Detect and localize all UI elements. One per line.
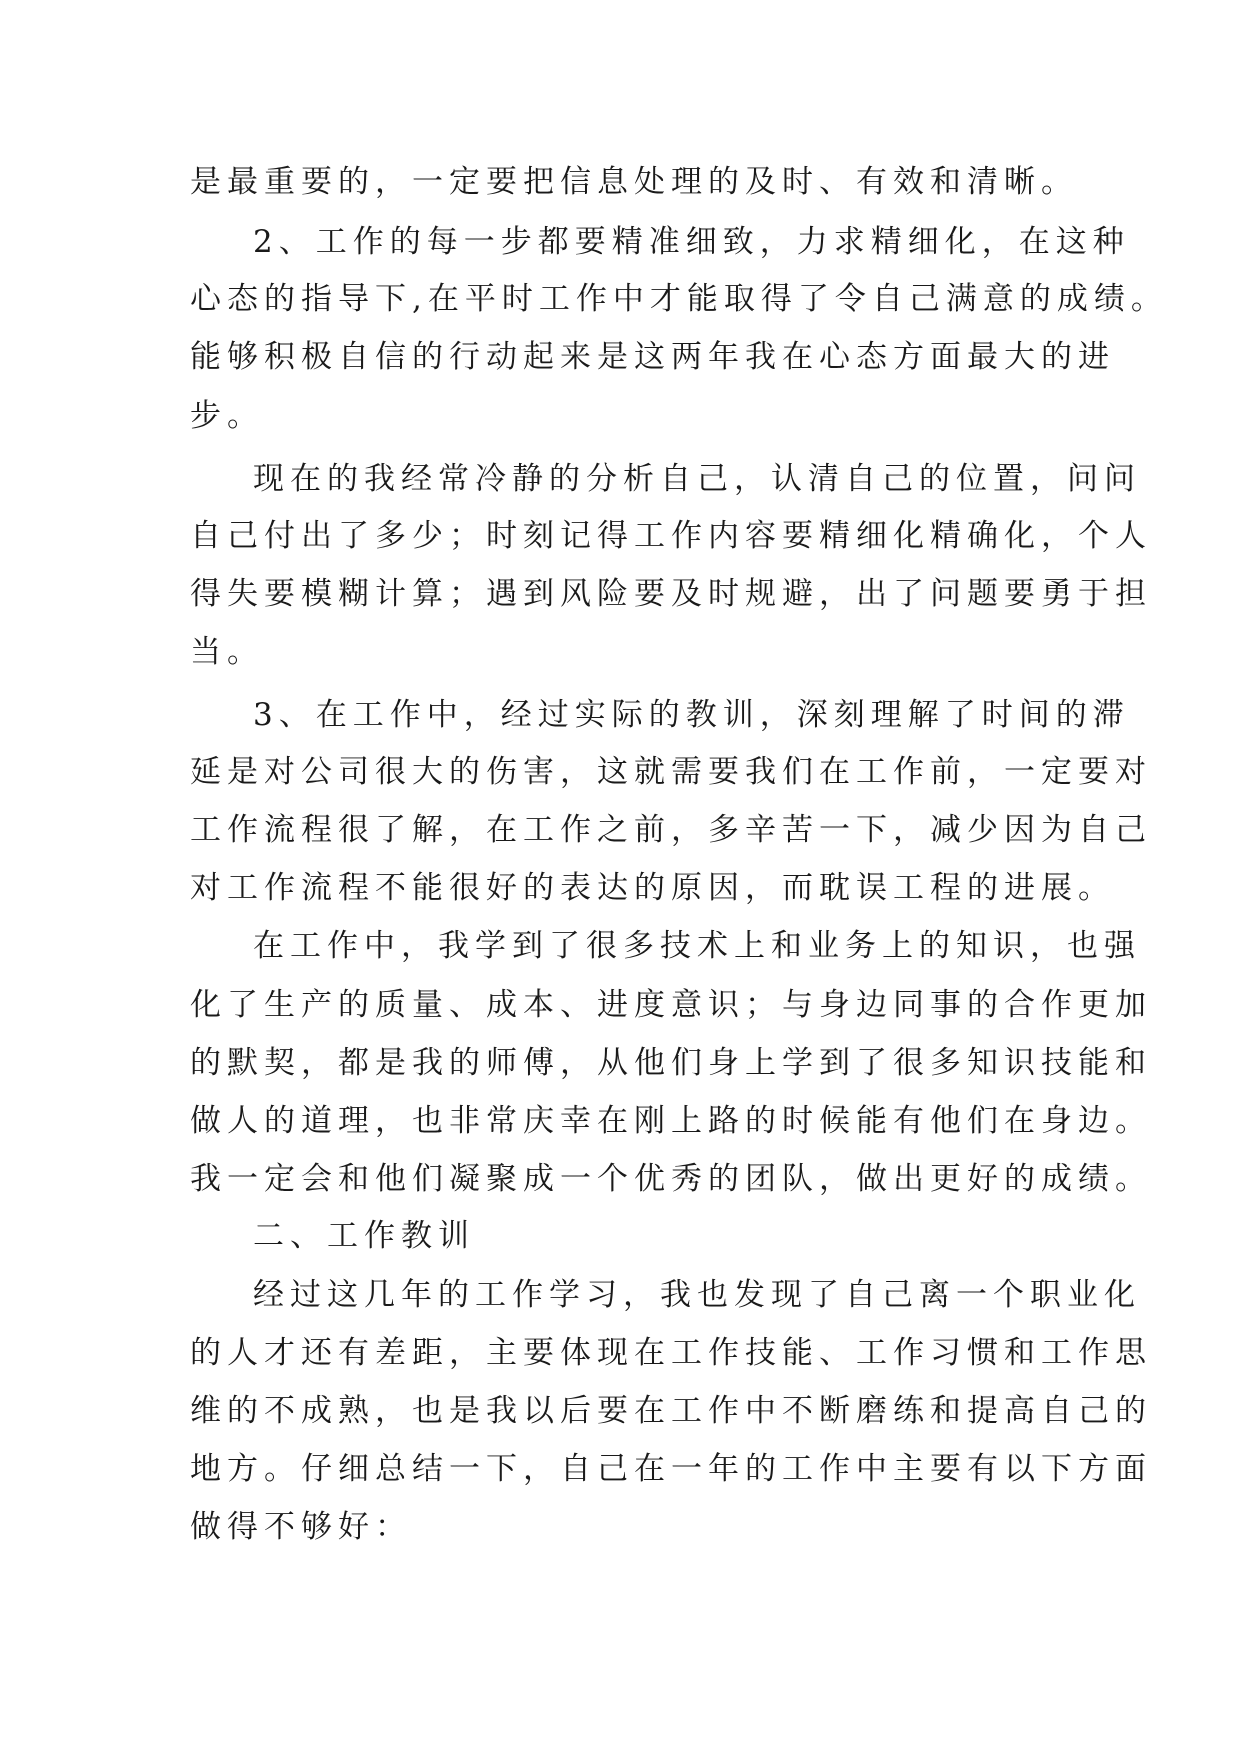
text-line: 的默契，都是我的师傅，从他们身上学到了很多知识技能和 — [190, 1045, 1152, 1081]
text-line: 地方。仔细总结一下，自己在一年的工作中主要有以下方面 — [190, 1451, 1152, 1487]
text-line: 自己付出了多少；时刻记得工作内容要精细化精确化，个人 — [190, 518, 1152, 554]
text-line: 的人才还有差距，主要体现在工作技能、工作习惯和工作思 — [190, 1335, 1152, 1371]
text-line: 2、工作的每一步都要精准细致，力求精细化，在这种 — [253, 224, 1130, 260]
text-line: 工作流程很了解，在工作之前，多辛苦一下，减少因为自己 — [190, 812, 1152, 848]
text-line: 延是对公司很大的伤害，这就需要我们在工作前，一定要对 — [190, 754, 1152, 790]
text-line: 化了生产的质量、成本、进度意识；与身边同事的合作更加 — [190, 987, 1152, 1023]
text-line: 当。 — [190, 634, 264, 670]
text-line: 现在的我经常冷静的分析自己，认清自己的位置，问问 — [253, 461, 1141, 497]
text-line: 在工作中，我学到了很多技术上和业务上的知识，也强 — [253, 928, 1141, 964]
text-line: 3、在工作中，经过实际的教训，深刻理解了时间的滞 — [253, 697, 1130, 733]
text-line: 对工作流程不能很好的表达的原因，而耽误工程的进展。 — [190, 870, 1115, 906]
text-line: 经过这几年的工作学习，我也发现了自己离一个职业化 — [253, 1277, 1141, 1313]
text-line: 是最重要的，一定要把信息处理的及时、有效和清晰。 — [190, 164, 1078, 200]
text-line: 做得不够好： — [190, 1509, 412, 1545]
text-line: 能够积极自信的行动起来是这两年我在心态方面最大的进 — [190, 339, 1115, 375]
text-line: 维的不成熟，也是我以后要在工作中不断磨练和提高自己的 — [190, 1393, 1152, 1429]
text-line: 心态的指导下,在平时工作中才能取得了令自己满意的成绩。 — [190, 281, 1168, 317]
text-line: 得失要模糊计算；遇到风险要及时规避，出了问题要勇于担 — [190, 576, 1152, 612]
text-line: 做人的道理，也非常庆幸在刚上路的时候能有他们在身边。 — [190, 1103, 1152, 1139]
text-line: 步。 — [190, 398, 264, 434]
text-line: 我一定会和他们凝聚成一个优秀的团队，做出更好的成绩。 — [190, 1161, 1152, 1197]
section-heading: 二、工作教训 — [253, 1218, 475, 1254]
